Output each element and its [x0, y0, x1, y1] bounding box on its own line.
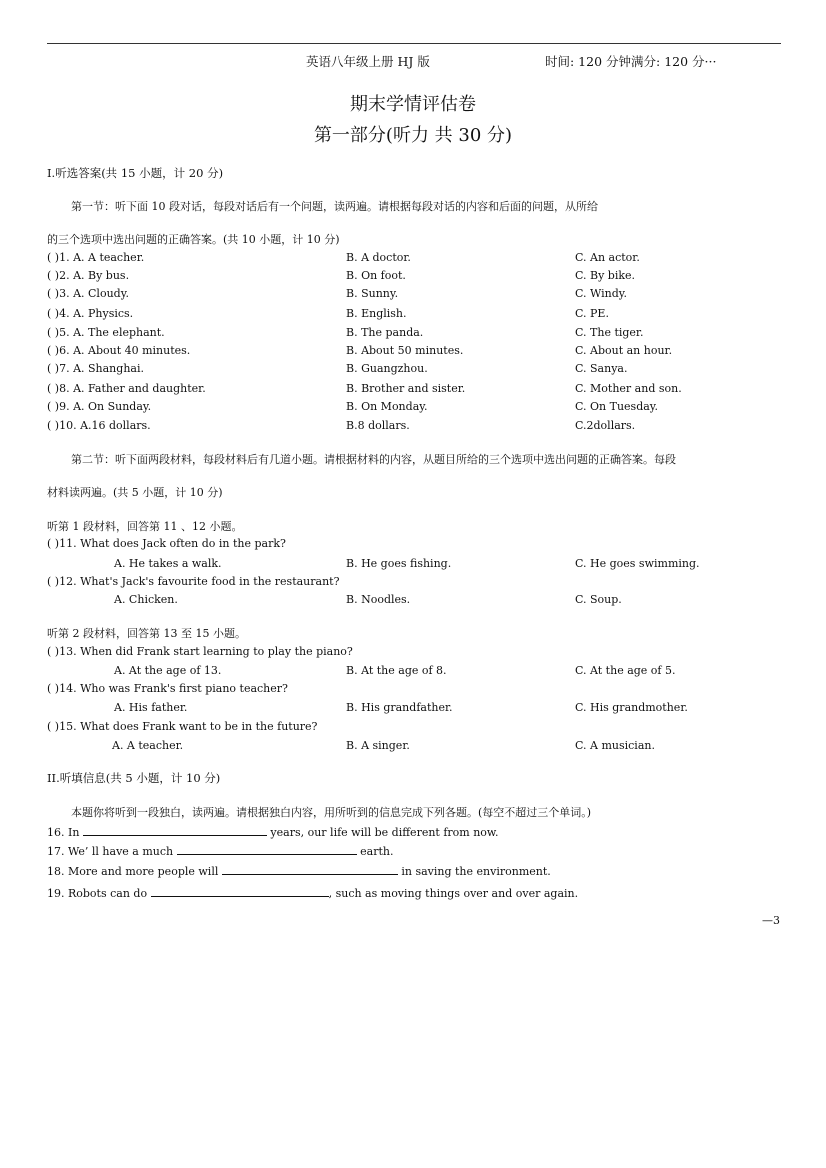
- part1-heading: I.听选答案(共 15 小题，计 20 分): [47, 166, 224, 180]
- option-b: B. Sunny.: [346, 287, 399, 300]
- section1-intro-line1: 第一节：听下面 10 段对话，每段对话后有一个问题，读两遍。请根据每段对话的内容和后面的问题，从所给: [71, 200, 598, 213]
- option-a: A. His father.: [114, 701, 188, 714]
- option-c: C. The tiger.: [575, 326, 644, 339]
- question-13-options: [47, 664, 781, 680]
- option-c: C.2dollars.: [575, 419, 636, 432]
- question-stem: ( )8. A. Father and daughter.: [47, 382, 206, 395]
- question-stem: ( )4. A. Physics.: [47, 307, 134, 320]
- option-b: B. He goes fishing.: [346, 557, 452, 570]
- question-stem: ( )9. A. On Sunday.: [47, 400, 152, 413]
- question-11-options: [47, 557, 781, 573]
- question-stem: ( )2. A. By bus.: [47, 269, 130, 282]
- option-b: B. Noodles.: [346, 593, 411, 606]
- question-stem: ( )7. A. Shanghai.: [47, 362, 144, 375]
- section1-intro-line2: 的三个选项中选出问题的正确答案。(共 10 小题，计 10 分): [47, 233, 340, 246]
- question-row: [47, 269, 781, 285]
- q19-answer-blank[interactable]: [151, 886, 329, 897]
- option-b: B. The panda.: [346, 326, 424, 339]
- question-18: [47, 864, 551, 878]
- option-c: C. About an hour.: [575, 344, 673, 357]
- question-12-options: [47, 593, 781, 609]
- option-a: A. At the age of 13.: [114, 664, 222, 677]
- option-c: C. An actor.: [575, 251, 640, 264]
- question-stem: ( )5. A. The elephant.: [47, 326, 165, 339]
- header-subject: 英语八年级上册 HJ 版: [306, 54, 430, 69]
- option-c: C. His grandmother.: [575, 701, 688, 714]
- question-row: [47, 382, 781, 398]
- question-row: [47, 251, 781, 267]
- question-12-stem: ( )12. What's Jack's favourite food in the restaurant?: [47, 575, 340, 588]
- question-15-options: [47, 739, 781, 755]
- page-title: 期末学情评估卷: [350, 94, 476, 115]
- top-rule: [47, 43, 781, 44]
- q17-answer-blank[interactable]: [177, 844, 357, 855]
- question-14-stem: ( )14. Who was Frank's first piano teacher?: [47, 682, 288, 695]
- q19-post: , such as moving things over and over again.: [328, 887, 579, 900]
- option-b: B. At the age of 8.: [346, 664, 447, 677]
- question-stem: ( )10. A.16 dollars.: [47, 419, 151, 432]
- option-b: B. A singer.: [346, 739, 410, 752]
- question-row: [47, 362, 781, 378]
- question-row: [47, 400, 781, 416]
- option-c: C. Sanya.: [575, 362, 628, 375]
- option-a: A. A teacher.: [112, 739, 184, 752]
- section2-intro-line1: 第二节：听下面两段材料，每段材料后有几道小题。请根据材料的内容，从题目所给的三个选项中选出问题的正确答案。每段: [71, 453, 676, 466]
- option-b: B. Guangzhou.: [346, 362, 428, 375]
- question-row: [47, 307, 781, 323]
- option-b: B. On foot.: [346, 269, 406, 282]
- q16-answer-blank[interactable]: [83, 825, 267, 836]
- question-13-stem: ( )13. When did Frank start learning to play the piano?: [47, 645, 353, 658]
- question-15-stem: ( )15. What does Frank want to be in the future?: [47, 720, 318, 733]
- q18-answer-blank[interactable]: [222, 864, 398, 875]
- option-b: B. A doctor.: [346, 251, 411, 264]
- question-stem: ( )6. A. About 40 minutes.: [47, 344, 191, 357]
- header-time-info: 时间: 120 分钟满分: 120 分···: [545, 54, 717, 69]
- option-a: A. Chicken.: [114, 593, 178, 606]
- option-c: C. He goes swimming.: [575, 557, 700, 570]
- option-c: C. A musician.: [575, 739, 655, 752]
- option-c: C. Soup.: [575, 593, 622, 606]
- option-c: C. By bike.: [575, 269, 636, 282]
- question-row: [47, 344, 781, 360]
- question-row: [47, 326, 781, 342]
- option-c: C. At the age of 5.: [575, 664, 676, 677]
- material1-heading: 听第 1 段材料，回答第 11 、12 小题。: [47, 520, 243, 533]
- question-stem: ( )1. A. A teacher.: [47, 251, 145, 264]
- material2-heading: 听第 2 段材料，回答第 13 至 15 小题。: [47, 627, 246, 640]
- section2-intro-line2: 材料读两遍。(共 5 小题，计 10 分): [47, 486, 223, 499]
- question-16: [47, 825, 499, 839]
- part2-intro: 本题你将听到一段独白，读两遍。请根据独白内容，用所听到的信息完成下列各题。(每空不超过三个单词。): [71, 806, 592, 819]
- page-subtitle: 第一部分(听力 共 30 分): [313, 125, 513, 146]
- option-c: C. Windy.: [575, 287, 628, 300]
- option-c: C. Mother and son.: [575, 382, 682, 395]
- option-b: B. About 50 minutes.: [346, 344, 464, 357]
- option-c: C. PE.: [575, 307, 609, 320]
- option-b: B. On Monday.: [346, 400, 428, 413]
- question-stem: ( )3. A. Cloudy.: [47, 287, 129, 300]
- q17-post: earth.: [356, 845, 394, 858]
- question-19: [47, 886, 578, 900]
- option-b: B. English.: [346, 307, 407, 320]
- page-number: —3: [762, 914, 780, 927]
- q19-pre: 19. Robots can do: [47, 887, 151, 900]
- q16-post: years, our life will be different from now.: [266, 826, 499, 839]
- q17-pre: 17. We’ ll have a much: [47, 845, 177, 858]
- question-11-stem: ( )11. What does Jack often do in the park?: [47, 537, 286, 550]
- question-14-options: [47, 701, 781, 717]
- part2-heading: II.听填信息(共 5 小题，计 10 分): [47, 771, 221, 785]
- question-17: [47, 844, 393, 858]
- option-b: B. His grandfather.: [346, 701, 453, 714]
- question-row: [47, 287, 781, 303]
- q18-pre: 18. More and more people will: [47, 865, 222, 878]
- option-b: B.8 dollars.: [346, 419, 410, 432]
- q16-pre: 16. In: [47, 826, 83, 839]
- option-a: A. He takes a walk.: [114, 557, 222, 570]
- question-row: [47, 419, 781, 435]
- option-c: C. On Tuesday.: [575, 400, 659, 413]
- q18-post: in saving the environment.: [397, 865, 551, 878]
- option-b: B. Brother and sister.: [346, 382, 466, 395]
